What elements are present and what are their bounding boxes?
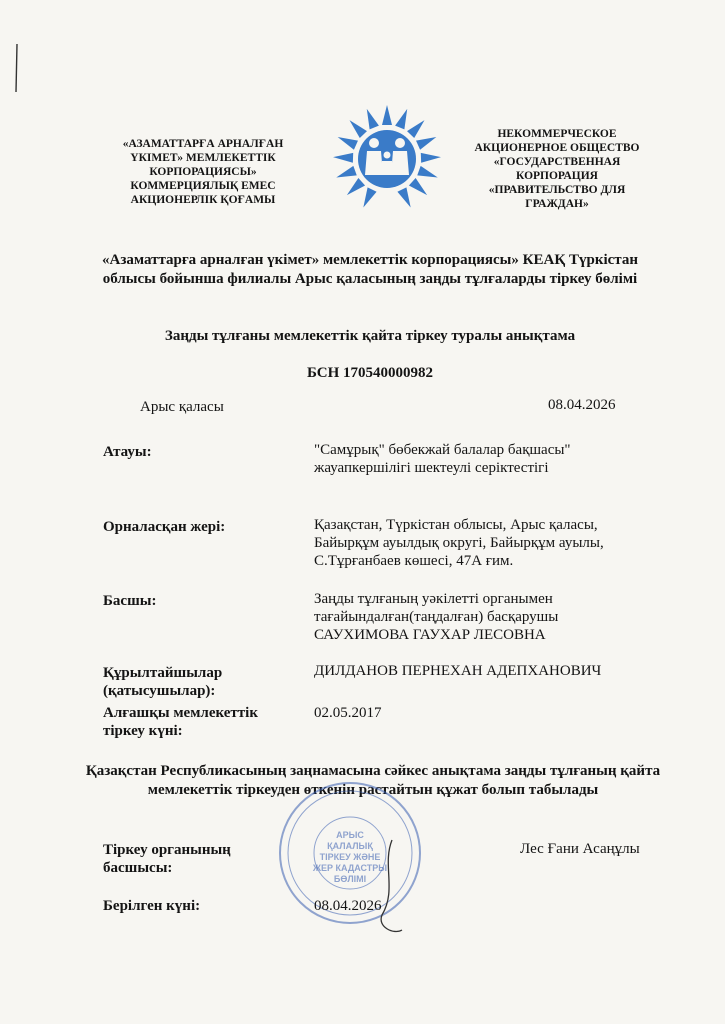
svg-text:БӨЛІМІ: БӨЛІМІ xyxy=(333,874,367,884)
bsn-number: БСН 170540000982 xyxy=(306,365,434,381)
name-value: "Самұрық" бөбекжай балалар бақшасы" жауапкершілігі шектеулі серіктестігі xyxy=(314,442,571,476)
confirmation-text: Қазақстан Республикасының заңнамасына сәйкес анықтама заңды тұлғаның қайта мемлекеттік тіркеуден өткенін растайтын құжат болып табылады xyxy=(85,763,661,798)
svg-text:ЖЕР КАДАСТРЫ: ЖЕР КАДАСТРЫ xyxy=(312,863,388,873)
first-registration-value: 02.05.2017 xyxy=(314,705,382,721)
location-value: Қазақстан, Түркістан облысы, Арыс қаласы, Байырқұм ауылдық округі, Байырқұм ауылы, С.Тұрғанбаев көшесі, 47А ғим. xyxy=(314,517,604,569)
scan-mark xyxy=(14,44,20,94)
header-right-org: НЕКОММЕРЧЕСКОЕ АКЦИОНЕРНОЕ ОБЩЕСТВО «ГОСУДАРСТВЕННАЯ КОРПОРАЦИЯ «ПРАВИТЕЛЬСТВО ДЛЯ ГРАЖДАН» xyxy=(474,128,640,210)
organization-title: «Азаматтарға арналған үкімет» мемлекеттік корпорациясы» КЕАҚ Түркістан облысы бойынша филиалы Арыс қаласының заңды тұлғаларды тіркеу бөлімі xyxy=(102,252,638,287)
logo-icon xyxy=(322,97,452,217)
location-label: Орналасқан жері: xyxy=(103,519,226,535)
signature-icon xyxy=(352,835,422,945)
head-label: Басшы: xyxy=(103,593,157,609)
head-value: Заңды тұлғаның уәкілетті органымен тағайындалған(таңдалған) басқарушы САУХИМОВА ГАУХАР ЛЕСОВНА xyxy=(314,591,559,643)
issued-label: Берілген күні: xyxy=(103,898,201,914)
city: Арыс қаласы xyxy=(140,399,224,415)
svg-text:ҚАЛАЛЫҚ: ҚАЛАЛЫҚ xyxy=(327,841,373,851)
svg-text:АРЫС: АРЫС xyxy=(336,830,364,840)
svg-text:ТІРКЕУ ЖӘНЕ: ТІРКЕУ ЖӘНЕ xyxy=(319,852,381,862)
document-date: 08.04.2026 xyxy=(548,397,616,413)
first-registration-label: Алғашқы мемлекеттік тіркеу күні: xyxy=(103,705,258,739)
issued-date: 08.04.2026 xyxy=(314,898,382,914)
name-label: Атауы: xyxy=(103,444,152,460)
founders-value: ДИЛДАНОВ ПЕРНЕХАН АДЕПХАНОВИЧ xyxy=(314,663,602,679)
header-left-org: «АЗАМАТТАРҒА АРНАЛҒАН ҮКІМЕТ» МЕМЛЕКЕТТІК КОРПОРАЦИЯСЫ» КОММЕРЦИЯЛЫҚ ЕМЕС АКЦИОНЕРЛІК ҚОҒАМЫ xyxy=(122,138,284,206)
signer-name: Лес Ғани Асаңұлы xyxy=(520,841,640,857)
founders-label: Құрылтайшылар (қатысушылар): xyxy=(103,665,223,699)
signature-label: Тіркеу органының басшысы: xyxy=(103,842,231,876)
document-title: Заңды тұлғаны мемлекеттік қайта тіркеу туралы анықтама xyxy=(164,328,576,344)
